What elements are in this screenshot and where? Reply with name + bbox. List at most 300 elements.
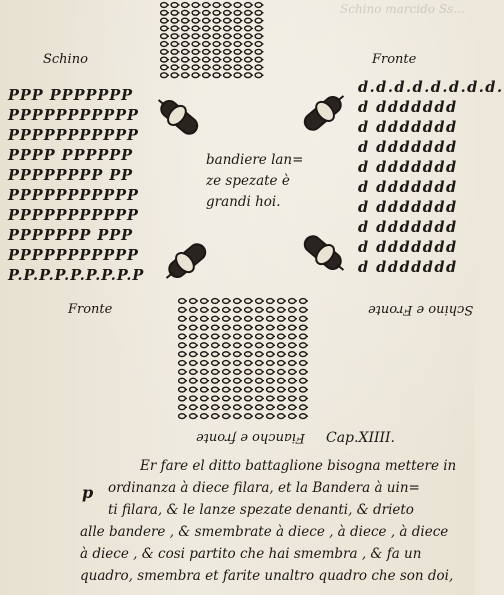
pattern-glyph	[224, 57, 231, 62]
pattern-glyph	[190, 369, 197, 374]
pattern-glyph	[278, 378, 285, 383]
center-line: bandiere lan=	[206, 152, 304, 168]
pattern-glyph	[234, 73, 241, 78]
pattern-glyph	[267, 316, 274, 321]
pattern-glyph	[161, 34, 168, 39]
pattern-glyph	[245, 73, 252, 78]
pattern-glyph	[179, 316, 186, 321]
pattern-glyph	[212, 369, 219, 374]
pattern-glyph	[161, 65, 168, 70]
left-row: PPP PPPPPPP	[8, 87, 134, 104]
pattern-glyph	[255, 65, 262, 70]
pattern-glyph	[245, 307, 252, 312]
pattern-glyph	[213, 73, 220, 78]
pattern-glyph	[300, 307, 307, 312]
pattern-glyph	[300, 325, 307, 330]
pattern-glyph	[278, 387, 285, 392]
pattern-glyph	[192, 65, 199, 70]
pattern-glyph	[278, 307, 285, 312]
pattern-glyph	[203, 3, 210, 8]
pattern-glyph	[234, 3, 241, 8]
pattern-glyph	[171, 3, 178, 8]
pattern-glyph	[224, 10, 231, 15]
pattern-glyph	[213, 34, 220, 39]
pattern-glyph	[255, 18, 262, 23]
pattern-glyph	[267, 343, 274, 348]
pattern-glyph	[278, 334, 285, 339]
left-row: PPPPPPPPPPP	[8, 107, 139, 124]
pattern-glyph	[182, 18, 189, 23]
left-row: PPPPPPPPPPP	[8, 127, 139, 144]
pattern-glyph	[255, 42, 262, 47]
pattern-glyph	[255, 49, 262, 54]
pattern-glyph	[245, 369, 252, 374]
pattern-glyph-grid	[178, 296, 316, 420]
pattern-glyph	[234, 405, 241, 410]
schino-e-fronte-label: Schino e Fronte	[368, 302, 474, 317]
pattern-glyph	[201, 361, 208, 366]
pattern-glyph	[161, 73, 168, 78]
pattern-glyph	[256, 378, 263, 383]
pattern-glyph	[179, 396, 186, 401]
pattern-glyph	[300, 396, 307, 401]
pattern-glyph	[256, 334, 263, 339]
pattern-glyph	[201, 343, 208, 348]
body-line: ordinanza à diece filara, et la Bandera à uin=	[108, 480, 420, 496]
pattern-glyph	[255, 57, 262, 62]
right-row: d ddddddd	[358, 259, 458, 276]
pattern-glyph	[223, 343, 230, 348]
pattern-glyph	[182, 3, 189, 8]
pattern-glyph	[179, 299, 186, 304]
pattern-glyph	[300, 378, 307, 383]
pattern-glyph	[201, 307, 208, 312]
pattern-glyph	[213, 65, 220, 70]
pattern-glyph	[203, 18, 210, 23]
pattern-glyph	[171, 10, 178, 15]
pattern-glyph	[267, 405, 274, 410]
left-p-block	[8, 86, 144, 286]
pattern-glyph	[300, 352, 307, 357]
pattern-glyph	[234, 396, 241, 401]
top-column-block	[160, 0, 271, 82]
pattern-glyph	[245, 299, 252, 304]
left-row: PPPP PPPPPP	[8, 147, 134, 164]
pattern-glyph	[161, 26, 168, 31]
pattern-glyph	[212, 334, 219, 339]
pattern-glyph	[234, 316, 241, 321]
body-paragraph	[80, 455, 460, 587]
pattern-glyph	[223, 361, 230, 366]
pattern-glyph	[256, 325, 263, 330]
pattern-glyph	[171, 57, 178, 62]
fiancho-e-fronte-label: Fiancho e fronte	[196, 430, 305, 445]
pattern-glyph	[234, 352, 241, 357]
pattern-glyph	[255, 26, 262, 31]
pattern-glyph	[213, 10, 220, 15]
pattern-glyph	[245, 334, 252, 339]
pattern-glyph	[256, 307, 263, 312]
body-line: à diece , & cosi partito che hai smembra , & fa un	[80, 546, 422, 562]
pattern-glyph	[190, 378, 197, 383]
pattern-glyph	[223, 316, 230, 321]
right-row: d ddddddd	[358, 239, 458, 256]
pattern-glyph	[245, 325, 252, 330]
pattern-glyph	[190, 361, 197, 366]
pattern-glyph	[201, 405, 208, 410]
pattern-glyph	[267, 325, 274, 330]
pattern-glyph	[201, 316, 208, 321]
pattern-glyph	[224, 73, 231, 78]
pattern-glyph	[161, 57, 168, 62]
pattern-glyph	[245, 387, 252, 392]
pattern-glyph	[190, 352, 197, 357]
pattern-glyph	[234, 361, 241, 366]
pattern-glyph	[179, 352, 186, 357]
pattern-glyph	[212, 325, 219, 330]
pattern-glyph	[179, 405, 186, 410]
pattern-glyph	[212, 299, 219, 304]
right-row: d ddddddd	[358, 139, 458, 156]
pattern-glyph	[234, 307, 241, 312]
schino-top-label: Schino	[43, 52, 88, 67]
pattern-glyph	[203, 34, 210, 39]
cannon-icon	[150, 90, 210, 146]
pattern-glyph	[179, 343, 186, 348]
pattern-glyph	[245, 65, 252, 70]
pattern-glyph	[278, 405, 285, 410]
pattern-glyph	[179, 334, 186, 339]
pattern-glyph	[192, 26, 199, 31]
pattern-glyph	[179, 414, 186, 419]
pattern-glyph	[245, 49, 252, 54]
pattern-glyph	[212, 378, 219, 383]
pattern-glyph	[223, 325, 230, 330]
pattern-glyph	[278, 343, 285, 348]
pattern-glyph	[179, 369, 186, 374]
pattern-glyph	[300, 387, 307, 392]
pattern-glyph	[171, 18, 178, 23]
pattern-glyph	[192, 34, 199, 39]
pattern-glyph	[192, 3, 199, 8]
pattern-glyph	[234, 325, 241, 330]
pattern-glyph	[245, 378, 252, 383]
cannon-icon	[292, 86, 352, 142]
pattern-glyph	[300, 361, 307, 366]
pattern-glyph	[245, 34, 252, 39]
pattern-glyph	[201, 334, 208, 339]
pattern-glyph	[300, 343, 307, 348]
pattern-glyph	[192, 18, 199, 23]
pattern-glyph	[182, 42, 189, 47]
pattern-glyph	[300, 334, 307, 339]
pattern-glyph	[278, 352, 285, 357]
pattern-glyph	[201, 378, 208, 383]
pattern-glyph	[234, 42, 241, 47]
pattern-glyph	[256, 361, 263, 366]
pattern-glyph	[245, 57, 252, 62]
left-row: PPPPPPP PPP	[8, 227, 134, 244]
pattern-glyph	[171, 26, 178, 31]
cannon-icon	[292, 224, 352, 280]
pattern-glyph	[212, 405, 219, 410]
pattern-glyph	[223, 387, 230, 392]
pattern-glyph	[234, 299, 241, 304]
pattern-glyph	[223, 299, 230, 304]
pattern-glyph	[289, 378, 296, 383]
pattern-glyph	[212, 396, 219, 401]
pattern-glyph	[245, 42, 252, 47]
pattern-glyph	[203, 73, 210, 78]
pattern-glyph	[234, 65, 241, 70]
body-line: Er fare el ditto battaglione bisogna mettere in	[140, 458, 457, 474]
pattern-glyph	[212, 307, 219, 312]
pattern-glyph	[245, 361, 252, 366]
pattern-glyph	[224, 3, 231, 8]
pattern-glyph	[161, 18, 168, 23]
body-line: quadro, smembra et farite unaltro quadro che son doi,	[80, 568, 454, 584]
pattern-glyph	[267, 299, 274, 304]
pattern-glyph	[234, 10, 241, 15]
pattern-glyph	[256, 352, 263, 357]
pattern-glyph	[234, 26, 241, 31]
pattern-glyph	[234, 334, 241, 339]
pattern-glyph	[190, 316, 197, 321]
pattern-glyph	[224, 49, 231, 54]
right-row: d ddddddd	[358, 199, 458, 216]
pattern-glyph	[267, 369, 274, 374]
pattern-glyph	[182, 26, 189, 31]
pattern-glyph	[192, 73, 199, 78]
pattern-glyph	[182, 57, 189, 62]
pattern-glyph	[171, 73, 178, 78]
pattern-glyph	[212, 352, 219, 357]
margin-mark: p	[82, 483, 94, 502]
pattern-glyph	[182, 49, 189, 54]
pattern-glyph	[182, 10, 189, 15]
right-row: d ddddddd	[358, 119, 458, 136]
pattern-glyph	[267, 414, 274, 419]
pattern-glyph	[255, 10, 262, 15]
pattern-glyph	[203, 65, 210, 70]
pattern-glyph	[161, 49, 168, 54]
pattern-glyph	[201, 387, 208, 392]
pattern-glyph	[179, 361, 186, 366]
pattern-glyph	[289, 352, 296, 357]
pattern-glyph	[234, 18, 241, 23]
left-row: P.P.P.P.P.P.P.P.P	[8, 267, 145, 284]
bleed-through-text: Schino marcido Ss...	[340, 2, 465, 16]
center-caption	[206, 150, 303, 213]
pattern-glyph	[289, 387, 296, 392]
pattern-glyph	[171, 34, 178, 39]
pattern-glyph	[256, 369, 263, 374]
pattern-glyph	[179, 378, 186, 383]
right-d-block	[358, 78, 504, 278]
pattern-glyph	[190, 405, 197, 410]
left-row: PPPPPPPP PP	[8, 167, 134, 184]
pattern-glyph	[267, 361, 274, 366]
pattern-glyph	[192, 42, 199, 47]
pattern-glyph	[255, 3, 262, 8]
right-row: d ddddddd	[358, 159, 458, 176]
pattern-glyph	[289, 396, 296, 401]
fronte-left-label: Fronte	[68, 302, 113, 317]
pattern-glyph	[245, 405, 252, 410]
pattern-glyph	[203, 26, 210, 31]
pattern-glyph	[255, 34, 262, 39]
pattern-glyph	[245, 414, 252, 419]
pattern-glyph	[267, 396, 274, 401]
pattern-glyph	[190, 396, 197, 401]
bottom-column-block	[178, 296, 316, 424]
pattern-glyph	[182, 34, 189, 39]
pattern-glyph	[234, 343, 241, 348]
pattern-glyph	[278, 369, 285, 374]
pattern-glyph	[256, 414, 263, 419]
pattern-glyph	[223, 307, 230, 312]
left-row: PPPPPPPPPPP	[8, 187, 139, 204]
pattern-glyph	[289, 369, 296, 374]
pattern-glyph	[234, 49, 241, 54]
pattern-glyph	[201, 369, 208, 374]
right-row: d ddddddd	[358, 179, 458, 196]
right-row: d.d.d.d.d.d.d.d.	[358, 79, 504, 96]
pattern-glyph	[201, 352, 208, 357]
chapter-heading: Cap.XIIII.	[326, 430, 396, 446]
pattern-glyph	[223, 352, 230, 357]
pattern-glyph	[223, 405, 230, 410]
pattern-glyph	[192, 49, 199, 54]
pattern-glyph	[234, 378, 241, 383]
pattern-glyph	[245, 26, 252, 31]
pattern-glyph	[278, 299, 285, 304]
pattern-glyph	[256, 396, 263, 401]
pattern-glyph	[256, 299, 263, 304]
pattern-glyph	[278, 361, 285, 366]
pattern-glyph	[256, 343, 263, 348]
pattern-glyph	[213, 18, 220, 23]
pattern-glyph	[245, 396, 252, 401]
pattern-glyph	[190, 307, 197, 312]
pattern-glyph	[289, 334, 296, 339]
pattern-glyph	[256, 316, 263, 321]
pattern-glyph	[161, 3, 168, 8]
pattern-glyph	[245, 316, 252, 321]
cannon-icon	[158, 232, 218, 288]
pattern-glyph	[179, 325, 186, 330]
pattern-glyph	[289, 325, 296, 330]
pattern-glyph	[192, 57, 199, 62]
pattern-glyph	[234, 369, 241, 374]
pattern-glyph	[203, 49, 210, 54]
pattern-glyph	[171, 42, 178, 47]
pattern-glyph	[289, 316, 296, 321]
pattern-glyph	[203, 42, 210, 47]
pattern-glyph	[223, 414, 230, 419]
pattern-glyph	[190, 299, 197, 304]
pattern-glyph	[171, 49, 178, 54]
pattern-glyph	[201, 325, 208, 330]
pattern-glyph	[213, 49, 220, 54]
fronte-top-label: Fronte	[372, 52, 417, 67]
pattern-glyph	[300, 414, 307, 419]
pattern-glyph	[278, 396, 285, 401]
pattern-glyph	[182, 73, 189, 78]
pattern-glyph	[234, 57, 241, 62]
pattern-glyph	[161, 10, 168, 15]
pattern-glyph	[289, 343, 296, 348]
pattern-glyph	[267, 352, 274, 357]
pattern-glyph	[182, 65, 189, 70]
pattern-glyph	[179, 387, 186, 392]
pattern-glyph	[267, 378, 274, 383]
pattern-glyph	[245, 10, 252, 15]
pattern-glyph	[190, 334, 197, 339]
pattern-glyph	[256, 387, 263, 392]
pattern-glyph	[224, 42, 231, 47]
pattern-glyph	[234, 34, 241, 39]
pattern-glyph	[203, 10, 210, 15]
pattern-glyph	[224, 18, 231, 23]
pattern-glyph	[300, 369, 307, 374]
pattern-glyph	[212, 343, 219, 348]
pattern-glyph	[190, 343, 197, 348]
center-line: ze spezate è	[206, 173, 290, 189]
pattern-glyph	[212, 361, 219, 366]
pattern-glyph	[289, 414, 296, 419]
pattern-glyph	[190, 387, 197, 392]
pattern-glyph	[212, 414, 219, 419]
pattern-glyph	[223, 378, 230, 383]
left-row: PPPPPPPPPPP	[8, 247, 139, 264]
pattern-glyph	[223, 369, 230, 374]
pattern-glyph	[267, 334, 274, 339]
pattern-glyph	[223, 334, 230, 339]
body-line: alle bandere , & smembrate à diece , à diece , à diece	[80, 524, 449, 540]
pattern-glyph	[203, 57, 210, 62]
pattern-glyph	[212, 387, 219, 392]
pattern-glyph	[161, 42, 168, 47]
pattern-glyph	[213, 26, 220, 31]
pattern-glyph	[256, 405, 263, 410]
pattern-glyph	[255, 73, 262, 78]
pattern-glyph	[289, 405, 296, 410]
pattern-glyph	[267, 387, 274, 392]
pattern-glyph	[213, 3, 220, 8]
pattern-glyph	[289, 299, 296, 304]
left-row: PPPPPPPPPPP	[8, 207, 139, 224]
pattern-glyph	[267, 307, 274, 312]
pattern-glyph	[278, 325, 285, 330]
pattern-glyph	[234, 414, 241, 419]
pattern-glyph-grid	[160, 0, 271, 78]
pattern-glyph	[201, 299, 208, 304]
pattern-glyph	[190, 325, 197, 330]
pattern-glyph	[171, 65, 178, 70]
right-row: d ddddddd	[358, 99, 458, 116]
pattern-glyph	[224, 65, 231, 70]
body-line: ti filara, & le lanze spezate denanti, & drieto	[108, 502, 414, 518]
pattern-glyph	[300, 299, 307, 304]
pattern-glyph	[179, 307, 186, 312]
pattern-glyph	[201, 396, 208, 401]
right-row: d ddddddd	[358, 219, 458, 236]
pattern-glyph	[245, 18, 252, 23]
pattern-glyph	[223, 396, 230, 401]
pattern-glyph	[245, 343, 252, 348]
pattern-glyph	[234, 387, 241, 392]
